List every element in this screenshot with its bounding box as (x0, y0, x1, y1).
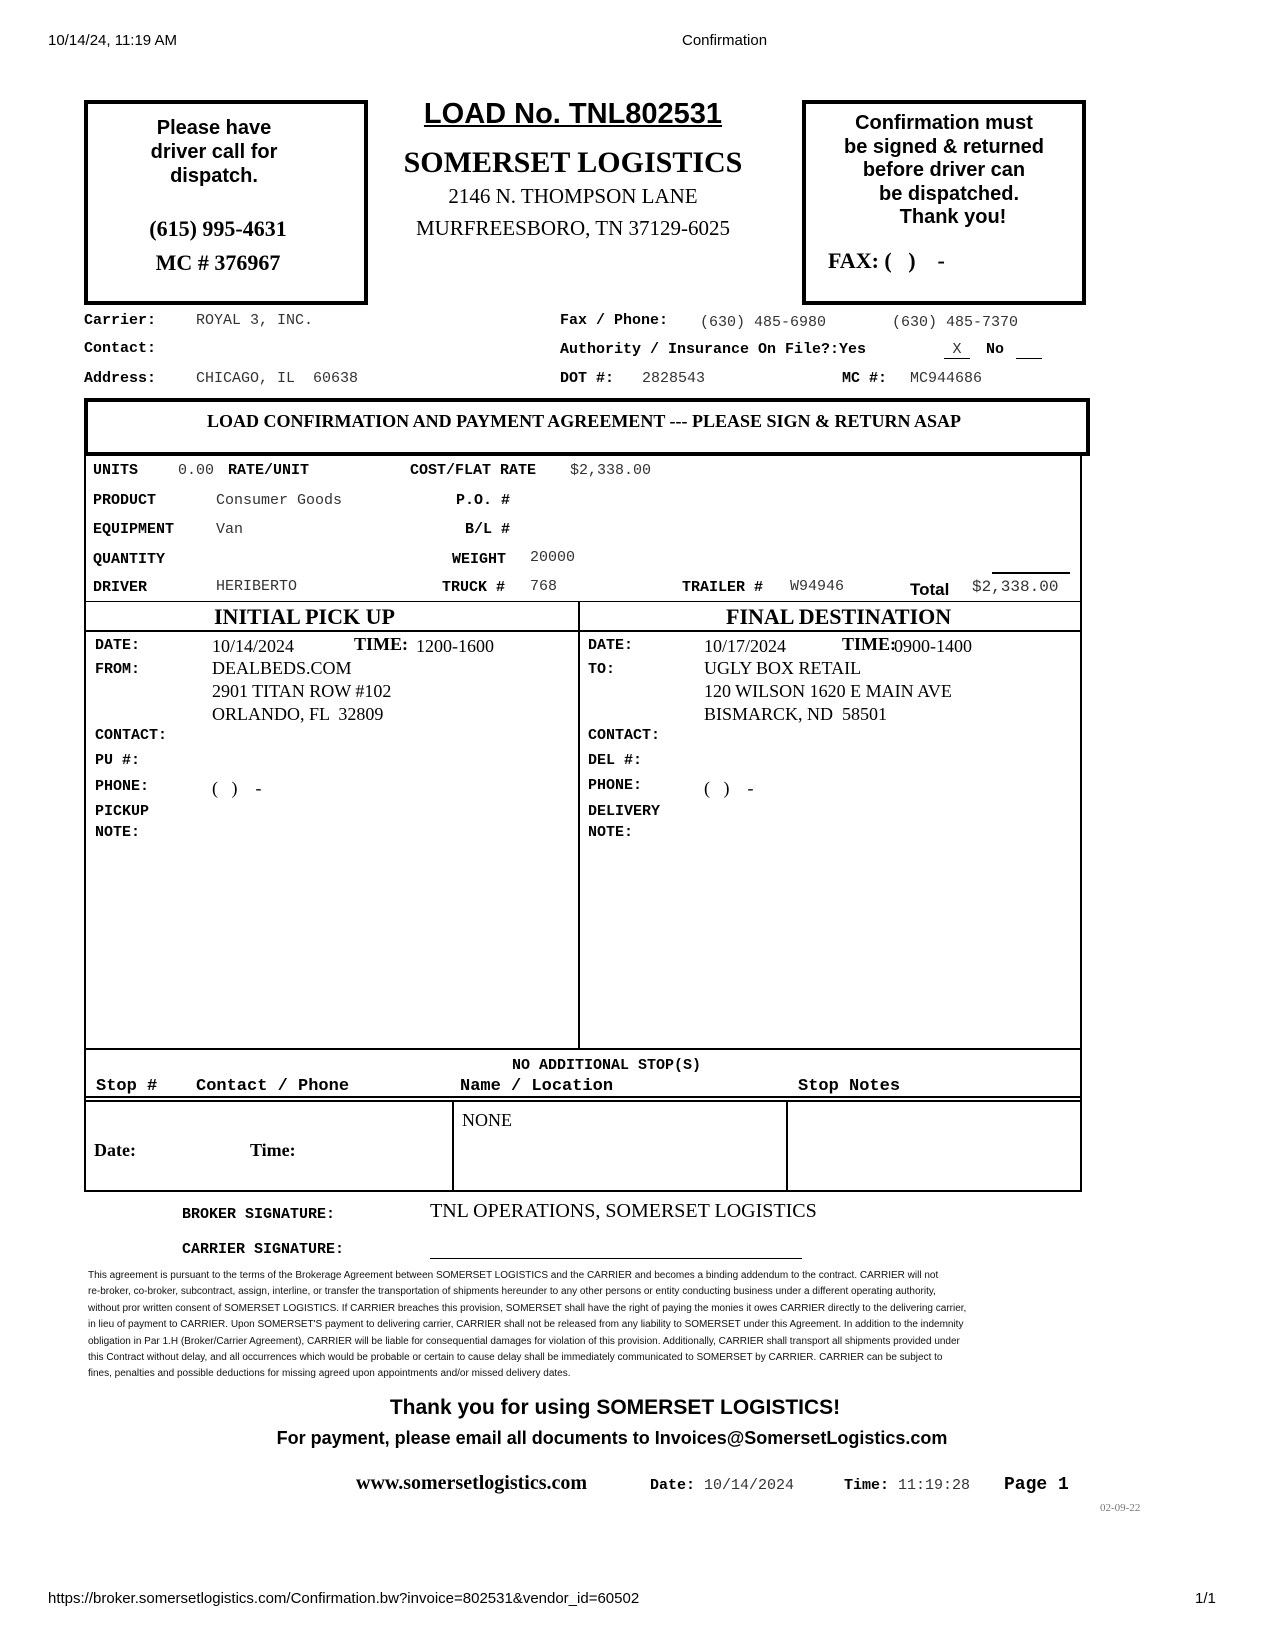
footer-page: Page 1 (1004, 1475, 1069, 1495)
bl-label: B/L # (465, 521, 511, 538)
terms-paragraph (88, 1268, 966, 1383)
print-page-count: 1/1 (1195, 1590, 1216, 1607)
carrier-mc-number: MC944686 (910, 370, 983, 387)
footer-date-label: Date: (650, 1477, 696, 1494)
fax-number: FAX: ( ) - (828, 248, 945, 273)
carrier-name: ROYAL 3, INC. (196, 312, 314, 329)
pickup-contact-label: CONTACT: (95, 727, 168, 744)
authority-yes-underline (944, 358, 970, 359)
pickup-from-label: FROM: (95, 661, 141, 678)
weight-label: WEIGHT (452, 551, 507, 568)
units-label: UNITS (93, 462, 139, 479)
terms-line: This agreement is pursuant to the terms of the Brokerage Agreement between SOMERSET LOGISTICS and the CARRIER and becomes a binding addendum to the contract. CARRIER will not (88, 1270, 939, 1281)
pd-middle-divider (578, 601, 580, 1050)
load-number: LOAD No. TNL802531 (423, 98, 723, 130)
product-value: Consumer Goods (216, 492, 343, 509)
carrier-fax: (630) 485-6980 (700, 314, 827, 331)
pickup-pu-label: PU #: (95, 752, 141, 769)
carrier-signature-line (430, 1258, 802, 1259)
delivery-phone: ( ) - (704, 778, 754, 798)
total-label: Total (910, 580, 950, 599)
stops-bottom-border (84, 1190, 1082, 1192)
notice-line4: be dispatched. (878, 182, 1020, 205)
terms-line: in lieu of payment to CARRIER. Upon SOMERSET'S payment to delivering carrier, CARRIER shall not be released from any liability to SOMERSET under this Agreement. In addition to the indemnity (88, 1319, 964, 1331)
delivery-time: 0900-1400 (894, 636, 972, 656)
dot-label: DOT #: (560, 370, 615, 387)
weight-value: 20000 (530, 549, 576, 566)
load-divider (84, 601, 1082, 602)
pickup-date-label: DATE: (95, 637, 141, 654)
stops-date-label: Date: (94, 1140, 136, 1160)
website: www.somersetlogistics.com (356, 1472, 588, 1494)
delivery-to-label: TO: (588, 661, 616, 678)
carrier-address: CHICAGO, IL 60638 (196, 370, 359, 387)
company-address-line2: MURFREESBORO, TN 37129-6025 (415, 216, 731, 240)
pickup-heading: INITIAL PICK UP (214, 604, 395, 629)
address-label: Address: (84, 370, 157, 387)
truck-label: TRUCK # (442, 579, 506, 596)
notice-line3: before driver can (862, 159, 1026, 181)
stops-col-contact: Contact / Phone (196, 1077, 350, 1096)
stops-left-border (84, 1050, 86, 1192)
product-label: PRODUCT (93, 492, 157, 509)
contact-label: Contact: (84, 340, 157, 357)
delivery-date: 10/17/2024 (704, 636, 787, 656)
cost-label: COST/FLAT RATE (410, 462, 537, 479)
thank-you-line: Thank you for using SOMERSET LOGISTICS! (389, 1396, 841, 1419)
units-value: 0.00 (178, 462, 215, 479)
authority-yes-mark: X (952, 341, 962, 358)
company-address-line1: 2146 N. THOMPSON LANE (448, 184, 698, 208)
dispatch-note-line1: Please have (156, 117, 272, 139)
fax-phone-label: Fax / Phone: (560, 312, 669, 329)
dispatch-note-line3: dispatch. (170, 165, 258, 187)
stops-right-border (1080, 1050, 1082, 1192)
terms-line: without pror written consent of SOMERSET LOGISTICS. If CARRIER breaches this provision, SOMERSET shall have the right of paying the monies it owes CARRIER directly to the delivering carrier, (88, 1302, 967, 1314)
cost-value: $2,338.00 (570, 462, 652, 479)
pickup-phone: ( ) - (212, 778, 262, 798)
dot-number: 2828543 (642, 370, 706, 387)
driver-value: HERIBERTO (216, 578, 298, 595)
terms-line: re-broker, co-broker, subcontract, assign, interline, or transfer the transportation of shipments hereunder to any other persons or entity conducting business under a different operating authority, (88, 1286, 936, 1298)
terms-line: this Contract without delay, and all occurrences which would be probable or certain to cause delay shall be immediately communicated to SOMERSET by CARRIER. CARRIER can be subject to (88, 1352, 943, 1364)
pickup-note-label-2: NOTE: (95, 824, 141, 841)
stops-col-notes: Stop Notes (798, 1077, 901, 1096)
footer-date: 10/14/2024 (704, 1477, 795, 1494)
print-url: https://broker.somersetlogistics.com/Confirmation.bw?invoice=802531&vendor_id=60502 (48, 1590, 640, 1607)
pickup-name: DEALBEDS.COM (212, 658, 352, 678)
rate-unit-label: RATE/UNIT (228, 462, 310, 479)
notice-line5: Thank you! (899, 206, 1007, 228)
dispatch-note-line2: driver call for (150, 141, 278, 163)
pickup-city: ORLANDO, FL 32809 (212, 704, 384, 724)
pickup-time: 1200-1600 (416, 636, 494, 656)
delivery-city: BISMARCK, ND 58501 (704, 704, 888, 724)
notice-line2: be signed & returned (843, 135, 1045, 158)
delivery-name: UGLY BOX RETAIL (704, 658, 862, 678)
pickup-phone-label: PHONE: (95, 778, 150, 795)
truck-value: 768 (530, 578, 558, 595)
pickup-date: 10/14/2024 (212, 636, 295, 656)
mc-label: MC #: (842, 370, 888, 387)
load-right-border (1080, 456, 1082, 631)
delivery-date-label: DATE: (588, 637, 634, 654)
pd-bottom-border (84, 1048, 1082, 1050)
stops-name-value: NONE (462, 1110, 512, 1130)
po-label: P.O. # (456, 492, 511, 509)
payment-instructions: For payment, please email all documents to Invoices@SomersetLogistics.com (276, 1428, 948, 1448)
authority-no-label: No (986, 341, 1005, 358)
carrier-label: Carrier: (84, 312, 157, 329)
print-title: Confirmation (682, 32, 768, 49)
agreement-title: LOAD CONFIRMATION AND PAYMENT AGREEMENT --- PLEASE SIGN & RETURN ASAP (206, 411, 962, 431)
quantity-label: QUANTITY (93, 551, 166, 568)
company-name: SOMERSET LOGISTICS (403, 146, 743, 179)
terms-line: obligation in Par 1.H (Broker/Carrier Agreement), CARRIER will be liable for consequential damages for violation of this provision. Additionally, CARRIER shall transport all shipments provided under (88, 1335, 960, 1347)
broker-signature-label: BROKER SIGNATURE: (182, 1206, 336, 1223)
notice-line1: Confirmation must (855, 112, 1033, 134)
pickup-street: 2901 TITAN ROW #102 (212, 681, 392, 701)
delivery-phone-label: PHONE: (588, 777, 643, 794)
broker-mc-number: MC # 376967 (155, 250, 281, 275)
authority-no-underline (1016, 358, 1042, 359)
carrier-phone: (630) 485-7370 (892, 314, 1019, 331)
equipment-label: EQUIPMENT (93, 521, 175, 538)
broker-signature: TNL OPERATIONS, SOMERSET LOGISTICS (430, 1200, 817, 1222)
equipment-value: Van (216, 521, 244, 538)
pd-top-border (84, 630, 1082, 632)
trailer-value: W94946 (790, 578, 845, 595)
delivery-time-label: TIME: (842, 634, 896, 654)
dispatch-note (92, 116, 336, 188)
delivery-note-label-2: NOTE: (588, 824, 634, 841)
stops-col-name: Name / Location (460, 1077, 614, 1096)
stops-col-stop: Stop # (96, 1077, 158, 1096)
delivery-del-label: DEL #: (588, 752, 643, 769)
carrier-signature-label: CARRIER SIGNATURE: (182, 1241, 345, 1258)
pickup-time-label: TIME: (354, 634, 408, 654)
delivery-contact-label: CONTACT: (588, 727, 661, 744)
stops-header-rule-1 (84, 1096, 1082, 1098)
pickup-note-label-1: PICKUP (95, 803, 150, 820)
trailer-label: TRAILER # (682, 579, 764, 596)
stops-divider-2 (786, 1100, 788, 1192)
pd-left-border (84, 630, 86, 1050)
confirmation-notice (810, 112, 1078, 230)
total-overline (992, 572, 1070, 574)
stops-title: NO ADDITIONAL STOP(S) (512, 1057, 702, 1074)
terms-line: fines, penalties and possible deductions for missing agreed upon appointments and/or missed delivery dates. (88, 1368, 571, 1380)
delivery-note-label-1: DELIVERY (588, 803, 661, 820)
delivery-street: 120 WILSON 1620 E MAIN AVE (704, 681, 952, 701)
footer-time-label: Time: (844, 1477, 890, 1494)
dispatch-phone: (615) 995-4631 (149, 216, 287, 241)
pd-right-border (1080, 630, 1082, 1050)
print-datetime: 10/14/24, 11:19 AM (48, 32, 177, 49)
footer-time: 11:19:28 (898, 1477, 971, 1494)
delivery-heading: FINAL DESTINATION (726, 604, 952, 629)
stops-divider-1 (452, 1100, 454, 1192)
stops-header-rule-2 (84, 1100, 1082, 1102)
load-left-border (84, 456, 86, 631)
authority-label: Authority / Insurance On File?:Yes (560, 341, 867, 358)
stops-time-label: Time: (250, 1140, 296, 1160)
total-value: $2,338.00 (972, 578, 1059, 596)
driver-label: DRIVER (93, 579, 148, 596)
form-version: 02-09-22 (1100, 1502, 1141, 1514)
